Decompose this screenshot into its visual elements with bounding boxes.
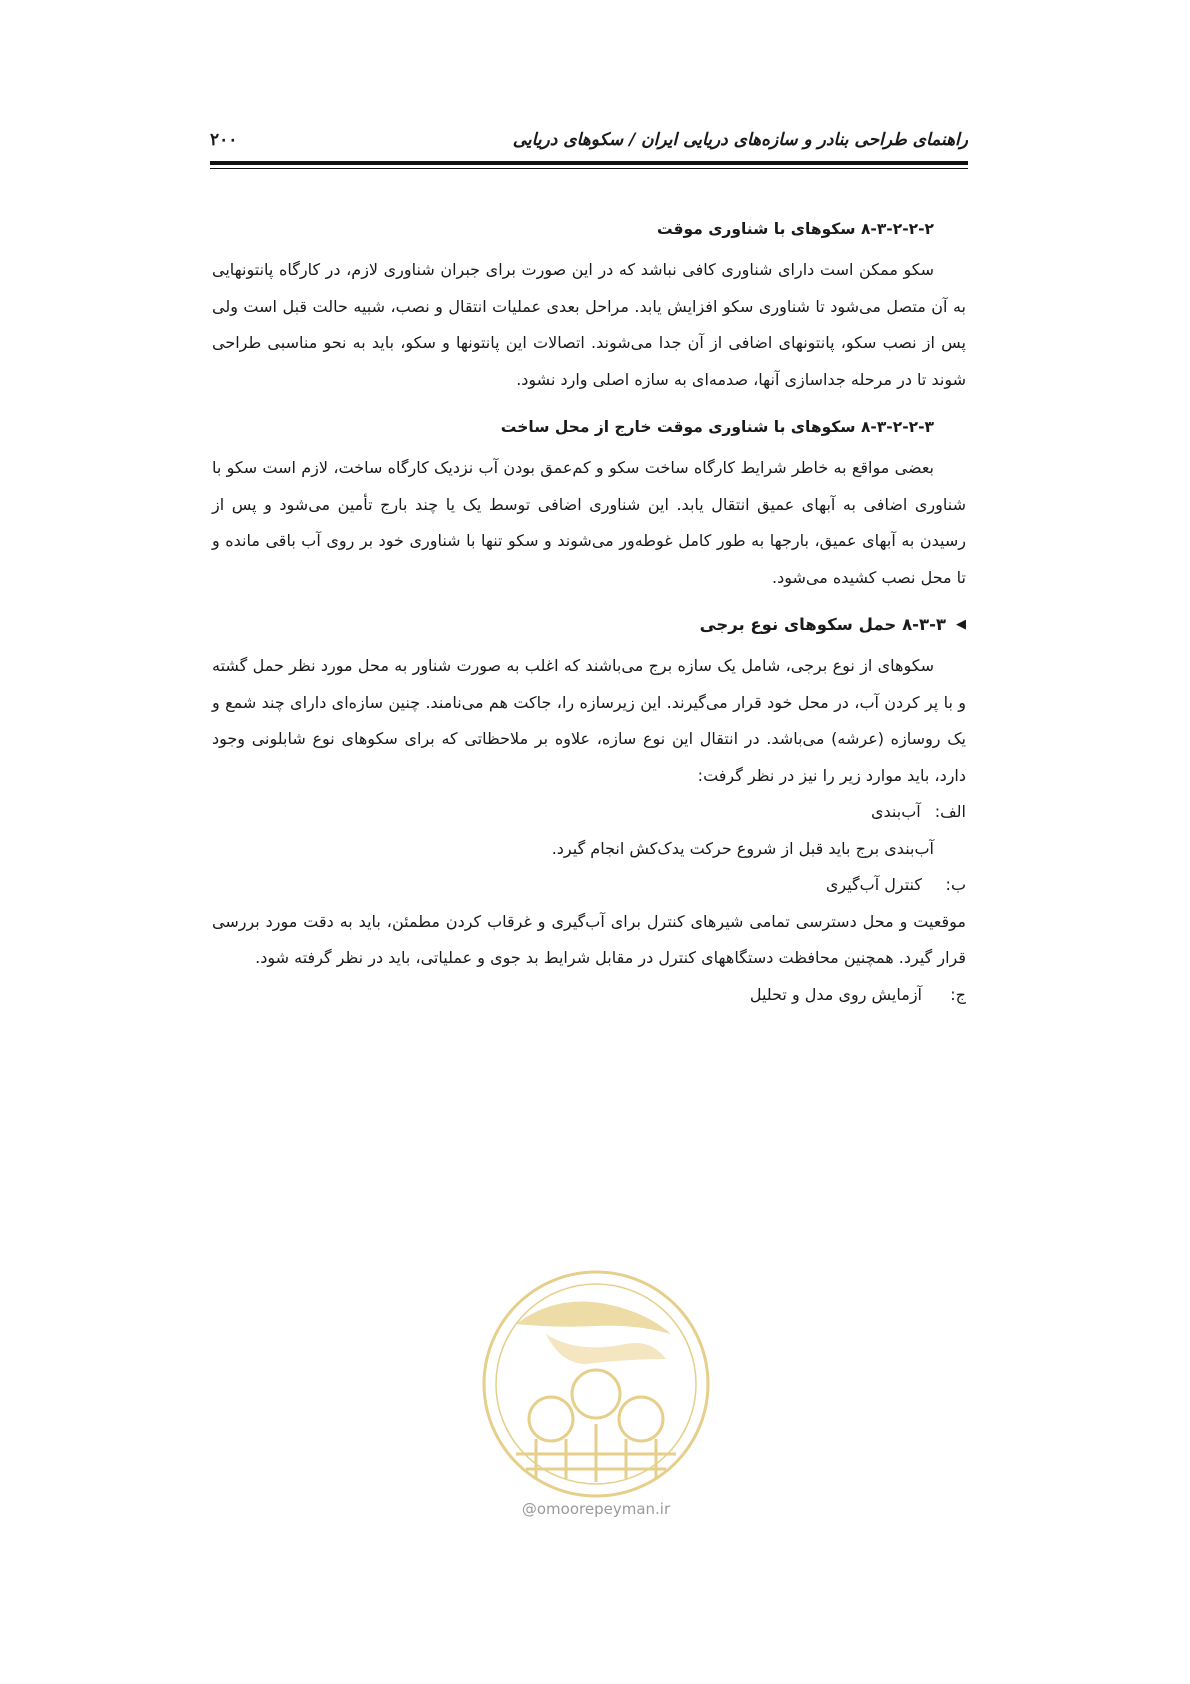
section-heading-temporary-buoyancy: ۸-۳-۲-۲-۲ سکوهای با شناوری موقت — [656, 220, 934, 238]
section-heading-tower-transport-text: ۸-۳-۳ حمل سکوهای نوع برجی — [699, 615, 946, 634]
header-rule-thick — [210, 161, 968, 165]
paragraph-tower-transport: سکوهای از نوع برجی، شامل یک سازه برج می‌باشند که اغلب به صورت شناور به محل مورد نظر حمل گشته و با پر کردن آب، در محل خود قرار می‌گیرند. این زیرسازه را، جاکت هم می‌نامند. چنین سازه‌ای دارای چند شمع و یک روسازه (عرشه) می‌باشد. در انتقال این نوع سازه، علاوه بر ملاحظاتی که برای سکوهای نوع شابلونی وجود دارد، باید موارد زیر را نیز در نظر گرفت: — [212, 656, 966, 785]
page-number: ۲۰۰ — [210, 130, 238, 150]
list-item — [212, 977, 966, 1014]
paragraph-offsite-buoyancy: بعضی مواقع به خاطر شرایط کارگاه ساخت سکو و کم‌عمق بودن آب نزدیک کارگاه ساخت، لازم است سکو با شناوری اضافی به آبهای عمیق انتقال یابد. این شناوری اضافی توسط یک یا چند بارج تأمین می‌شود و پس از رسیدن به آبهای عمیق، بارجها به طور کامل غوطه‌ور می‌شوند و سکو تنها با شناوری خود بر روی آب باقی مانده و تا محل نصب کشیده می‌شود. — [212, 458, 966, 587]
header-title: راهنمای طراحی بنادر و سازه‌های دریایی ایران / سکوهای دریایی — [512, 130, 968, 150]
list-item-body: آب‌بندی برج باید قبل از شروع حرکت یدک‌کش انجام گیرد. — [551, 838, 934, 858]
list-item — [212, 794, 966, 831]
section-heading-tower-transport — [212, 610, 966, 640]
watermark-caption: @omoorepeyman.ir — [521, 1500, 671, 1518]
list-item-body: موقعیت و محل دسترسی تمامی شیرهای کنترل برای آب‌گیری و غرقاب کردن مطمئن، باید به دقت مورد بررسی قرار گیرد. همچنین محافظت دستگاههای کنترل در مقابل شرایط بد جوی و عملیاتی، باید در نظر گرفته شود. — [212, 911, 966, 967]
list-item-title: آزمایش روی مدل و تحلیل — [749, 984, 922, 1004]
bullet-triangle-icon: ◀ — [956, 617, 966, 632]
list-item-title: آب‌بندی — [871, 802, 921, 821]
list-item — [212, 867, 966, 904]
header-rule-thin — [210, 168, 968, 169]
list-item-title: کنترل آب‌گیری — [825, 875, 922, 894]
watermark-logo — [476, 1264, 716, 1504]
list-item-label: الف: — [934, 802, 966, 821]
paragraph-temporary-buoyancy: سکو ممکن است دارای شناوری کافی نباشد که در این صورت برای جبران شناوری لازم، در کارگاه پانتونهایی به آن متصل می‌شود تا شناوری سکو افزایش یابد. مراحل بعدی عملیات انتقال و نصب، شبیه حالت قبل است ولی پس از نصب سکو، پانتونهای اضافی از آن جدا می‌شوند. اتصالات این پانتونها و سکو، باید به نحو مناسبی طراحی شوند تا در مرحله جداسازی آنها، صدمه‌ای به سازه اصلی وارد نشود. — [212, 260, 966, 389]
list-item-label: ج: — [950, 984, 966, 1004]
section-heading-offsite-buoyancy: ۸-۳-۲-۲-۳ سکوهای با شناوری موقت خارج از محل ساخت — [500, 418, 934, 436]
page-body — [212, 214, 966, 1013]
list-item-label: ب: — [945, 875, 966, 894]
